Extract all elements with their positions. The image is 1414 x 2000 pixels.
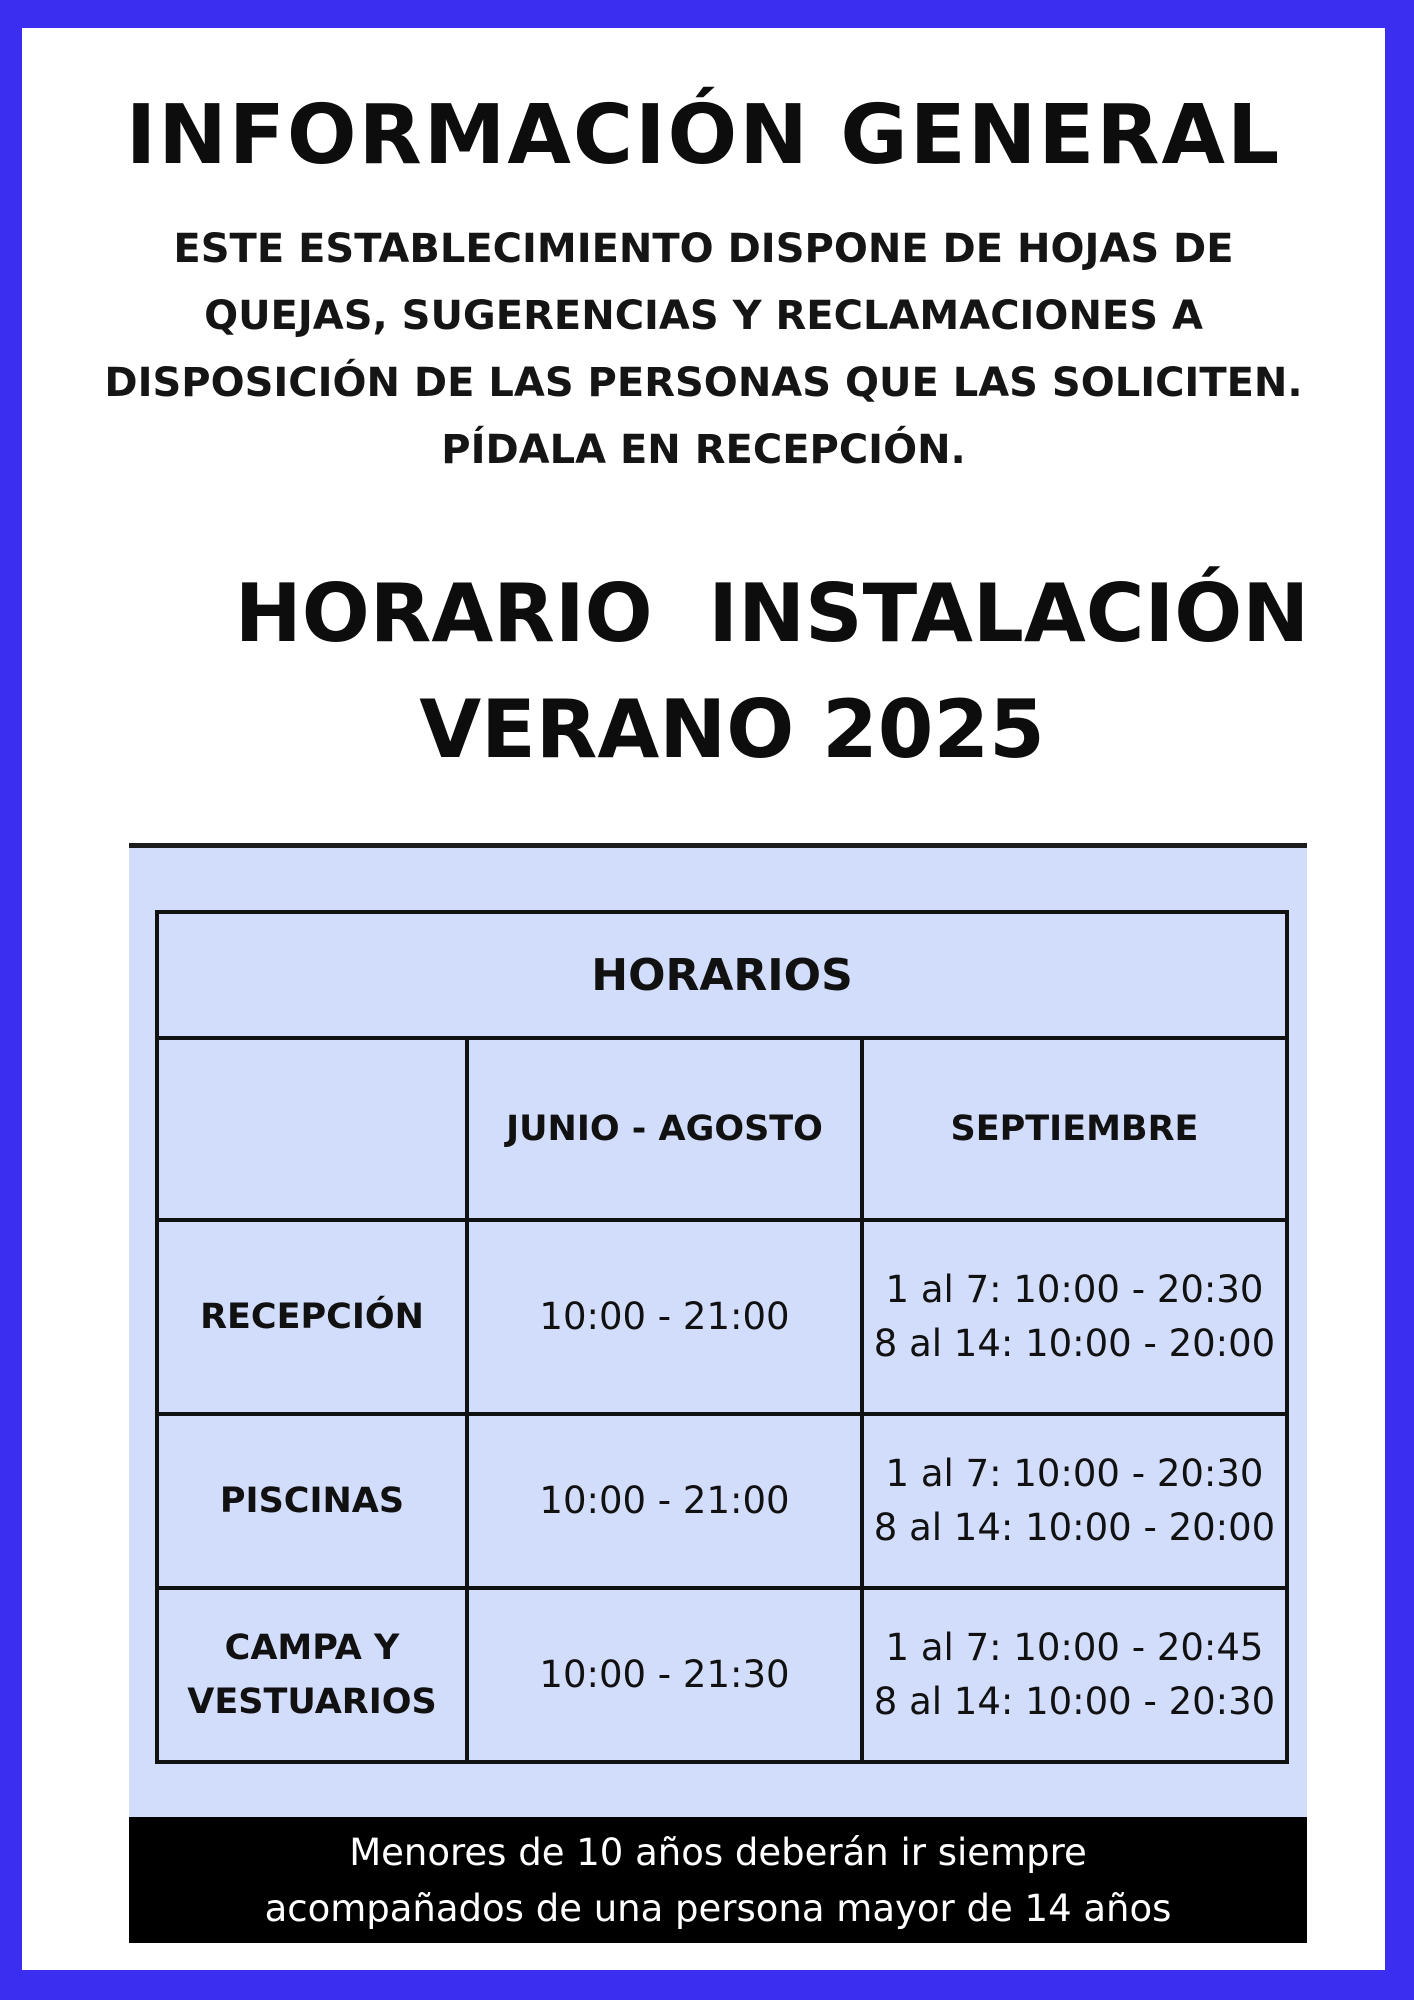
schedule-title-line2: VERANO 2025 (419, 683, 1045, 776)
summer-hours-recepcion: 10:00 - 21:00 (467, 1220, 862, 1414)
table-row (157, 1220, 1287, 1414)
minors-warning-line1: Menores de 10 años deberán ir siempre (349, 1831, 1087, 1874)
september-hours-line: 8 al 14: 10:00 - 20:00 (873, 1322, 1276, 1365)
column-header-empty (157, 1038, 467, 1220)
september-hours-recepcion (862, 1220, 1287, 1414)
summer-hours-campa: 10:00 - 21:30 (467, 1588, 862, 1762)
schedule-table (155, 910, 1289, 1764)
schedule-title (122, 556, 1342, 788)
september-hours-line: 8 al 14: 10:00 - 20:30 (873, 1680, 1276, 1723)
row-label-campa: CAMPA Y VESTUARIOS (157, 1588, 467, 1762)
notice-sheet (22, 28, 1385, 1970)
table-row (157, 1414, 1287, 1588)
schedule-title-line1: HORARIO INSTALACIÓN (234, 567, 1310, 660)
summer-hours-piscinas: 10:00 - 21:00 (467, 1414, 862, 1588)
september-hours-piscinas (862, 1414, 1287, 1588)
column-header-september: SEPTIEMBRE (862, 1038, 1287, 1220)
minors-warning-line2: acompañados de una persona mayor de 14 años (264, 1887, 1172, 1930)
minors-warning (129, 1817, 1307, 1943)
row-label-piscinas: PISCINAS (157, 1414, 467, 1588)
column-header-summer: JUNIO - AGOSTO (467, 1038, 862, 1220)
complaints-notice: ESTE ESTABLECIMIENTO DISPONE DE HOJAS DE QUEJAS, SUGERENCIAS Y RECLAMACIONES A DISPOSICIÓN DE LAS PERSONAS QUE LAS SOLICITEN. PÍDALA EN RECEPCIÓN. (104, 226, 1303, 473)
schedule-panel (129, 843, 1307, 1943)
september-hours-line: 8 al 14: 10:00 - 20:00 (873, 1506, 1276, 1549)
september-hours-line: 1 al 7: 10:00 - 20:30 (885, 1268, 1264, 1311)
page-title: INFORMACIÓN GENERAL (125, 88, 1282, 183)
september-hours-line: 1 al 7: 10:00 - 20:45 (885, 1626, 1264, 1669)
table-row (157, 1588, 1287, 1762)
september-hours-line: 1 al 7: 10:00 - 20:30 (885, 1452, 1264, 1495)
table-title: HORARIOS (157, 912, 1287, 1038)
row-label-recepcion: RECEPCIÓN (157, 1220, 467, 1414)
september-hours-campa (862, 1588, 1287, 1762)
